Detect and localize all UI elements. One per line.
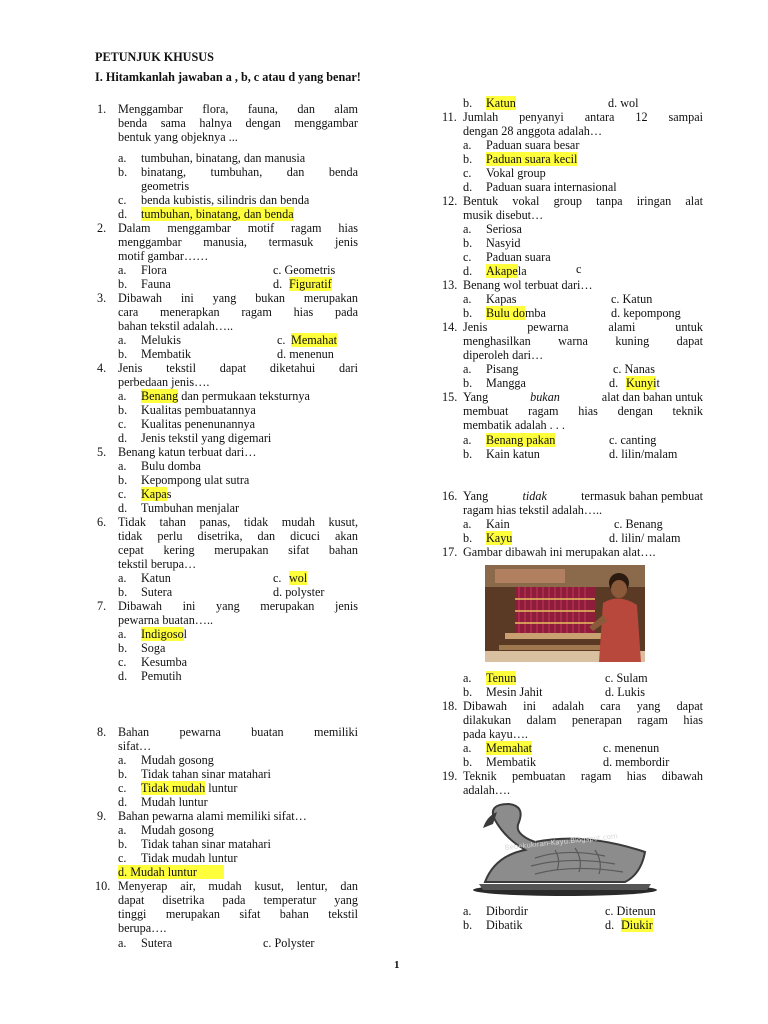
answer-highlight: Tidak mudah: [141, 781, 206, 795]
option-label: d.: [118, 431, 128, 445]
q1-option-c[interactable]: benda kubistis, silindris dan benda: [141, 193, 310, 207]
q6-text: tekstil berupa…: [118, 557, 197, 571]
q3-text: bahan tekstil adalah…..: [118, 319, 234, 333]
option-label: b.: [463, 685, 473, 699]
q1-number: 1.: [97, 102, 107, 116]
q3-option-b[interactable]: Membatik: [141, 347, 192, 361]
q8-text: Bahan pewarna buatan memiliki: [118, 725, 358, 739]
q16-option-b-answer[interactable]: Kayu: [486, 531, 513, 545]
q12-text: Bentuk vokal group tanpa iringan alat: [463, 194, 703, 208]
option-label: b.: [463, 531, 473, 545]
option-label: b.: [118, 277, 128, 291]
q12-text: musik disebut…: [463, 208, 544, 222]
option-label: b.: [118, 585, 128, 599]
q11-option-a[interactable]: Paduan suara besar: [486, 138, 580, 152]
q19-option-b[interactable]: Dibatik: [486, 918, 523, 932]
q18-number: 18.: [442, 699, 458, 713]
q10-text: Menyerap air, mudah kusut, lentur, dan: [118, 879, 358, 893]
q9-option-c[interactable]: Tidak mudah luntur: [141, 851, 238, 865]
option-label: b.: [463, 306, 473, 320]
option-label: d.: [118, 207, 128, 221]
option-text: luntur: [205, 781, 238, 795]
q1-option-d-answer[interactable]: tumbuhan, binatang, dan benda: [141, 207, 294, 221]
q15-text: membatik adalah . . .: [463, 418, 565, 432]
option-label: d.: [118, 501, 128, 515]
q17-option-c[interactable]: c. Sulam: [605, 671, 648, 685]
option-label: b.: [463, 447, 473, 461]
q19-text: adalah….: [463, 783, 511, 797]
option-label: a.: [118, 389, 127, 403]
option-label: d.: [273, 277, 283, 291]
q4-text: Jenis tekstil dapat diketahui dari: [118, 361, 358, 375]
q5-text: Benang katun terbuat dari…: [118, 445, 257, 459]
option-label: c.: [118, 781, 127, 795]
q7-option-d[interactable]: Pemutih: [141, 669, 182, 683]
q11-text: Jumlah penyanyi antara 12 sampai: [463, 110, 703, 124]
option-label: a.: [118, 459, 127, 473]
option-label: c.: [273, 571, 282, 585]
q5-option-b[interactable]: Kepompong ulat sutra: [141, 473, 250, 487]
option-label: c.: [118, 851, 127, 865]
q15-text: membuat ragam hias dengan teknik: [463, 404, 703, 418]
option-label: a.: [118, 333, 127, 347]
option-label: a.: [118, 263, 127, 277]
q6-text: tidak perlu disetrika, dan dicuci akan: [118, 529, 358, 543]
q12-number: 12.: [442, 194, 458, 208]
q1-option-b-cont: geometris: [141, 179, 190, 193]
option-label: b.: [118, 767, 128, 781]
option-label: c.: [463, 166, 472, 180]
q7-text: Dibawah ini yang merupakan jenis: [118, 599, 358, 613]
q11-option-d[interactable]: Paduan suara internasional: [486, 180, 617, 194]
q14-option-d-answer[interactable]: [626, 376, 660, 390]
q9-option-b[interactable]: Tidak tahan sinar matahari: [141, 837, 271, 851]
q11-number: 11.: [442, 110, 457, 124]
swan-watermark: Bebekukiran-Kayu.Blogspot.com: [504, 832, 619, 852]
q13-option-c[interactable]: c. Katun: [611, 292, 653, 306]
weaving-loom-photo: [485, 565, 645, 662]
q4-option-a-answer[interactable]: [141, 389, 310, 403]
q3-option-c-answer[interactable]: Memahat: [291, 333, 338, 347]
option-label: a.: [463, 138, 472, 152]
q16-text-part: termasuk bahan pembuat: [581, 489, 703, 503]
q10-option-a[interactable]: Sutera: [141, 936, 173, 950]
q10-option-b-answer[interactable]: Katun: [486, 96, 516, 110]
q9-option-a[interactable]: Mudah gosong: [141, 823, 214, 837]
q18-text: Dibawah ini adalah cara yang dapat: [463, 699, 703, 713]
q7-option-b[interactable]: Soga: [141, 641, 166, 655]
option-label: b.: [463, 755, 473, 769]
option-label: a.: [463, 362, 472, 376]
q8-option-b[interactable]: Tidak tahan sinar matahari: [141, 767, 271, 781]
q18-option-b[interactable]: Membatik: [486, 755, 537, 769]
q6-option-a[interactable]: Katun: [141, 571, 171, 585]
option-label: c.: [463, 250, 472, 264]
q9-number: 9.: [97, 809, 107, 823]
q8-option-c-answer[interactable]: [141, 781, 237, 795]
q3-option-d[interactable]: d. menenun: [277, 347, 334, 361]
q1-text: benda sama halnya dengan menggambar: [118, 116, 358, 130]
option-label: a.: [463, 741, 472, 755]
q8-option-a[interactable]: Mudah gosong: [141, 753, 214, 767]
carved-swan-illustration: [465, 798, 665, 898]
q16-text-emphasis: tidak: [522, 489, 547, 503]
q18-option-c[interactable]: c. menenun: [603, 741, 660, 755]
q1-option-b[interactable]: binatang, tumbuhan, dan benda: [141, 165, 358, 179]
q2-option-b[interactable]: Fauna: [141, 277, 171, 291]
q3-option-a[interactable]: Melukis: [141, 333, 181, 347]
q15-option-d[interactable]: d. lilin/malam: [609, 447, 678, 461]
option-label: c.: [118, 417, 127, 431]
q5-number: 5.: [97, 445, 107, 459]
q16-option-c[interactable]: c. Benang: [614, 517, 663, 531]
option-label: b.: [463, 918, 473, 932]
q1-text: bentuk yang objeknya ...: [118, 130, 238, 144]
answer-highlight: Kunyi: [626, 376, 657, 390]
option-label: b.: [118, 837, 128, 851]
option-label: a.: [118, 151, 127, 165]
option-label: a.: [463, 517, 472, 531]
option-label: c.: [118, 193, 127, 207]
option-label: a.: [118, 753, 127, 767]
q13-option-a[interactable]: Kapas: [486, 292, 517, 306]
option-label: b.: [118, 641, 128, 655]
q15-text-emphasis: bukan: [530, 390, 560, 404]
q9-option-d-answer[interactable]: d. Mudah luntur: [118, 865, 224, 879]
option-text: la: [517, 264, 527, 278]
q6-option-c-answer[interactable]: wol: [289, 571, 308, 585]
answer-highlight: Benang: [141, 389, 179, 403]
q17-text: Gambar dibawah ini merupakan alat….: [463, 545, 656, 559]
q7-text: pewarna buatan…..: [118, 613, 214, 627]
q15-text: [463, 390, 703, 404]
q5-option-d[interactable]: Tumbuhan menjalar: [141, 501, 240, 515]
q15-text-part: alat dan bahan untuk: [601, 390, 703, 404]
q10-text: tinggi merupakan sifat bahan tekstil: [118, 907, 358, 921]
q7-option-a-answer[interactable]: [141, 627, 187, 641]
q6-option-b[interactable]: Sutera: [141, 585, 173, 599]
option-label: a.: [118, 627, 127, 641]
q11-option-c[interactable]: Vokal group: [486, 166, 546, 180]
option-label: b.: [118, 403, 128, 417]
q13-option-b-answer[interactable]: [486, 306, 546, 320]
q1-text: Menggambar flora, fauna, dan alam: [118, 102, 358, 116]
q6-text: Tidak tahan panas, tidak mudah kusut,: [118, 515, 358, 529]
section-title: PETUNJUK KHUSUS: [95, 50, 214, 64]
option-label: b.: [463, 152, 473, 166]
stray-mark: c: [576, 262, 582, 276]
q14-option-c[interactable]: c. Nanas: [613, 362, 655, 376]
q6-option-d[interactable]: d. polyster: [273, 585, 325, 599]
q12-option-a[interactable]: Seriosa: [486, 222, 522, 236]
q10-number: 10.: [95, 879, 111, 893]
q3-number: 3.: [97, 291, 107, 305]
q12-option-d-answer[interactable]: [486, 264, 527, 278]
q11-text: dengan 28 anggota adalah…: [463, 124, 603, 138]
q11-option-b-answer[interactable]: Paduan suara kecil: [486, 152, 578, 166]
option-label: a.: [463, 671, 472, 685]
q4-number: 4.: [97, 361, 107, 375]
option-label: b.: [118, 165, 128, 179]
q5-option-a[interactable]: Bulu domba: [141, 459, 201, 473]
option-label: a.: [463, 904, 472, 918]
option-label: d.: [118, 669, 128, 683]
q10-text: dapat disetrika pada temperatur yang: [118, 893, 358, 907]
q16-text: ragam hias tekstil adalah…..: [463, 503, 603, 517]
q9-text: Bahan pewarna alami memiliki sifat…: [118, 809, 307, 823]
q8-number: 8.: [97, 725, 107, 739]
option-text: mba: [524, 306, 546, 320]
q2-option-c[interactable]: c. Geometris: [273, 263, 336, 277]
option-label: a.: [118, 571, 127, 585]
q10-text: berupa….: [118, 921, 167, 935]
option-label: a.: [118, 936, 127, 950]
option-label: d.: [609, 376, 619, 390]
q15-option-a-answer[interactable]: Benang pakan: [486, 433, 556, 447]
option-label: a.: [463, 292, 472, 306]
q2-option-d-answer[interactable]: Figuratif: [289, 277, 332, 291]
q16-text-part: Yang: [463, 489, 489, 503]
option-label: b.: [118, 473, 128, 487]
q12-option-c[interactable]: Paduan suara: [486, 250, 551, 264]
option-text: s: [166, 487, 172, 501]
q2-option-a[interactable]: Flora: [141, 263, 167, 277]
q2-text: motif gambar……: [118, 249, 209, 263]
q16-option-d[interactable]: d. lilin/ malam: [609, 531, 681, 545]
q14-option-b[interactable]: Mangga: [486, 376, 526, 390]
option-text: t: [656, 376, 660, 390]
q2-text: menggambar manusia, termasuk jenis: [118, 235, 358, 249]
q14-number: 14.: [442, 320, 458, 334]
q4-option-b[interactable]: Kualitas pembuatannya: [141, 403, 256, 417]
q18-option-d[interactable]: d. membordir: [603, 755, 670, 769]
q18-text: pada kayu….: [463, 727, 528, 741]
q6-text: cepat kering merupakan sifat bahan: [118, 543, 358, 557]
q14-text: menghasilkan warna kuning dapat: [463, 334, 703, 348]
option-label: a.: [118, 823, 127, 837]
q19-number: 19.: [442, 769, 458, 783]
answer-highlight: Kapa: [141, 487, 167, 501]
q15-text-part: Yang: [463, 390, 489, 404]
option-label: a.: [463, 433, 472, 447]
page-number: 1: [394, 959, 400, 971]
q7-number: 7.: [97, 599, 107, 613]
q16-option-a[interactable]: Kain: [486, 517, 510, 531]
q13-option-d[interactable]: d. kepompong: [611, 306, 681, 320]
q4-text: perbedaan jenis….: [118, 375, 210, 389]
q17-number: 17.: [442, 545, 458, 559]
q19-option-c[interactable]: c. Ditenun: [605, 904, 656, 918]
option-label: a.: [463, 222, 472, 236]
instruction: I. Hitamkanlah jawaban a , b, c atau d yang benar!: [95, 70, 361, 84]
q15-option-b[interactable]: Kain katun: [486, 447, 540, 461]
option-label: c.: [118, 487, 127, 501]
q2-number: 2.: [97, 221, 107, 235]
q1-option-a[interactable]: tumbuhan, binatang, dan manusia: [141, 151, 306, 165]
q3-text: cara menerapkan ragam hias pada: [118, 305, 358, 319]
answer-highlight: Indigoso: [141, 627, 184, 641]
q8-text: sifat…: [118, 739, 152, 753]
q14-option-a[interactable]: Pisang: [486, 362, 519, 376]
q4-option-c[interactable]: Kualitas penenunannya: [141, 417, 256, 431]
q2-text: Dalam menggambar motif ragam hias: [118, 221, 358, 235]
carved-swan-photo: [465, 798, 665, 898]
weaving-loom-illustration: [485, 565, 645, 662]
option-text: l: [183, 627, 188, 641]
q7-option-c[interactable]: Kesumba: [141, 655, 188, 669]
q12-option-b[interactable]: Nasyid: [486, 236, 521, 250]
option-label: d.: [463, 264, 473, 278]
option-label: c.: [118, 655, 127, 669]
q17-option-b[interactable]: Mesin Jahit: [486, 685, 543, 699]
q18-option-a-answer[interactable]: Memahat: [486, 741, 533, 755]
q19-option-d-answer[interactable]: Diukir: [621, 918, 653, 932]
q18-text: dilakukan dalam penerapan ragam hias: [463, 713, 703, 727]
option-label: b.: [463, 96, 473, 110]
q19-text: Teknik pembuatan ragam hias dibawah: [463, 769, 703, 783]
option-text: dan permukaan teksturnya: [178, 389, 310, 403]
q4-option-d[interactable]: Jenis tekstil yang digemari: [141, 431, 272, 445]
option-label: d.: [463, 180, 473, 194]
option-label: d.: [118, 795, 128, 809]
q10-option-c[interactable]: c. Polyster: [263, 936, 315, 950]
q6-number: 6.: [97, 515, 107, 529]
q13-text: Benang wol terbuat dari…: [463, 278, 593, 292]
option-label: c.: [277, 333, 286, 347]
q13-number: 13.: [442, 278, 458, 292]
option-label: b.: [463, 236, 473, 250]
q10-option-d[interactable]: d. wol: [608, 96, 639, 110]
answer-highlight: Akape: [486, 264, 518, 278]
q16-text: [463, 489, 703, 503]
answer-highlight: Bulu do: [486, 306, 525, 320]
q5-option-c-answer[interactable]: [141, 487, 171, 501]
q14-text: diperoleh dari…: [463, 348, 544, 362]
q8-option-d[interactable]: Mudah luntur: [141, 795, 208, 809]
q15-option-c[interactable]: c. canting: [609, 433, 657, 447]
q17-option-d[interactable]: d. Lukis: [605, 685, 645, 699]
q14-text: Jenis pewarna alami untuk: [463, 320, 703, 334]
q19-option-a[interactable]: Dibordir: [486, 904, 528, 918]
q3-text: Dibawah ini yang bukan merupakan: [118, 291, 358, 305]
q16-number: 16.: [442, 489, 458, 503]
option-label: b.: [118, 347, 128, 361]
option-label: b.: [463, 376, 473, 390]
q15-number: 15.: [442, 390, 458, 404]
option-label: d.: [605, 918, 615, 932]
q17-option-a-answer[interactable]: Tenun: [486, 671, 517, 685]
